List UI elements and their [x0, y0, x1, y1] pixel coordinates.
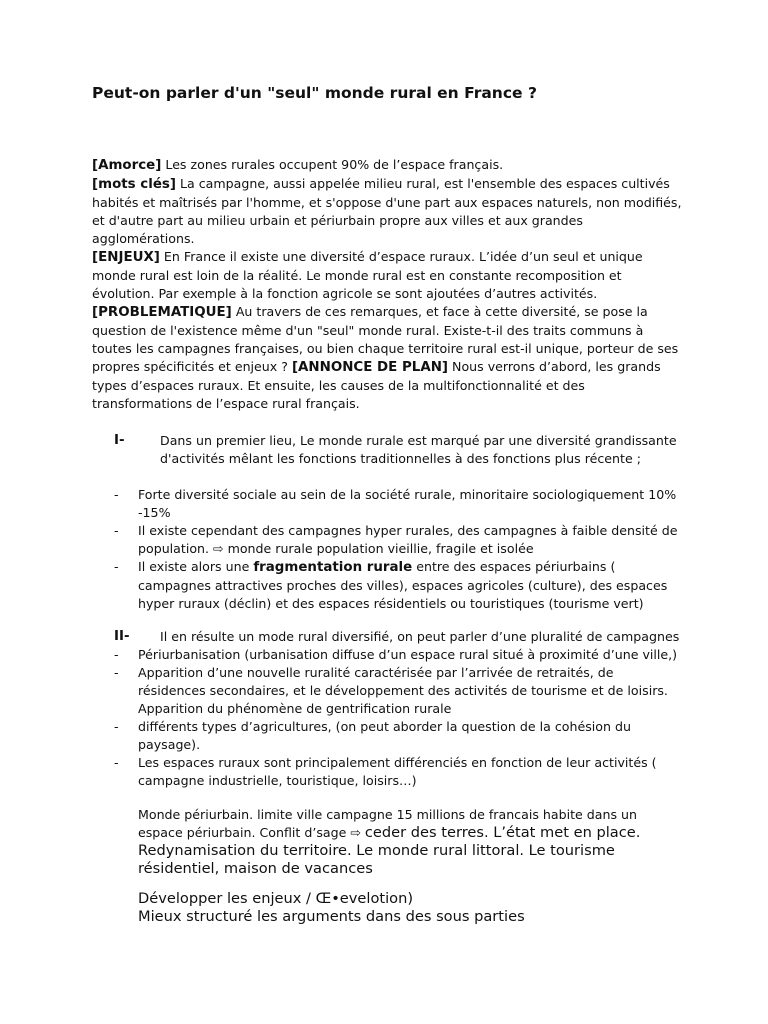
- notes-line-1: Monde périurbain. limite ville campagne 15 millions de francais habite dans un espace périurbain. Conflit d’sage ⇨: [138, 807, 637, 840]
- amorce-tag: [Amorce]: [92, 158, 162, 173]
- notes-block: [138, 806, 678, 878]
- problematique-paragraph: [92, 303, 682, 413]
- section-2-item-1: Périurbanisation (urbanisation diffuse d’un espace rural situé à proximité d’une ville,): [138, 647, 678, 662]
- amorce-text: Les zones rurales occupent 90% de l’espace français.: [161, 157, 504, 172]
- document-title: Peut-on parler d'un "seul" monde rural en France ?: [92, 84, 537, 102]
- enjeux-text: En France il existe une diversité d’espace ruraux. L’idée d’un seul et unique monde rural est loin de la réalité. Le monde rural est en constante recomposition et évolution. Par exemple à la fonction agricole se sont ajoutées d’autres activités.: [92, 249, 643, 301]
- introduction: [92, 156, 682, 413]
- bullet-dash: -: [114, 719, 119, 734]
- section-1-item-3-pre: Il existe alors une: [138, 559, 254, 574]
- list-item: [114, 646, 684, 664]
- list-item: [114, 486, 684, 522]
- mots-cles-paragraph: [92, 175, 682, 248]
- notes-line-1-large: ceder des terres. L’état met en place. Redynamisation du territoire. Le monde rural littoral. Le tourisme résidentiel, maison de vacances: [138, 824, 641, 877]
- section-2-item-4: Les espaces ruraux sont principalement différenciés en fonction de leur activités ( campagne industrielle, touristique, loisirs…): [138, 755, 657, 788]
- feedback-line-1: Développer les enjeux / Œ•evelotion): [138, 890, 414, 907]
- notes-paragraph: [138, 806, 678, 878]
- bullet-dash: -: [114, 559, 119, 574]
- mots-cles-tag: [mots clés]: [92, 177, 177, 192]
- annonce-plan-tag: [ANNONCE DE PLAN]: [291, 360, 449, 375]
- feedback-block: [138, 890, 678, 925]
- bullet-dash: -: [114, 647, 119, 662]
- problematique-text: Au travers de ces remarques, et face à cette diversité, se pose la question de l'existence même d'un "seul" monde rural. Existe-t-il des traits communs à toutes les campagnes françaises, ou bien chaque territoire rural est-il unique, porteur de ses propres spécificités et enjeux ?: [92, 304, 679, 374]
- section-1-item-1: Forte diversité sociale au sein de la société rurale, minoritaire sociologiquement 10% -15%: [138, 487, 677, 520]
- section-2-list: [114, 646, 684, 790]
- list-item: [114, 754, 684, 790]
- problematique-tag: [PROBLEMATIQUE]: [92, 305, 232, 320]
- section-2-number: II-: [114, 629, 130, 644]
- section-1-item-3-post: entre des espaces périurbains ( campagnes attractives proches des villes), espaces agricoles (culture), des espaces hyper ruraux (déclin) et des espaces résidentiels ou touristiques (tourisme vert): [138, 559, 668, 611]
- fragmentation-rurale-term: fragmentation rurale: [253, 560, 413, 575]
- bullet-dash: -: [114, 523, 119, 538]
- section-1-number: I-: [114, 433, 125, 448]
- bullet-dash: -: [114, 487, 119, 502]
- bullet-dash: -: [114, 665, 119, 680]
- amorce-paragraph: [92, 156, 682, 175]
- section-1-text: Dans un premier lieu, Le monde rurale est marqué par une diversité grandissante d'activités mêlant les fonctions traditionnelles à des fonctions plus récente ;: [160, 433, 677, 466]
- section-1-list: [114, 486, 684, 613]
- enjeux-paragraph: [92, 248, 682, 303]
- list-item: [114, 664, 684, 718]
- section-2-item-3: différents types d’agricultures, (on peut aborder la question de la cohésion du paysage).: [138, 719, 631, 752]
- enjeux-tag: [ENJEUX]: [92, 250, 160, 265]
- list-item: [114, 718, 684, 754]
- section-2-item-2: Apparition d’une nouvelle ruralité caractérisée par l’arrivée de retraités, de résidences secondaires, et le développement des activités de tourisme et de loisirs. Apparition du phénomène de gentrification rurale: [138, 665, 668, 716]
- annonce-plan-text: Nous verrons d’abord, les grands types d’espaces ruraux. Et ensuite, les causes de la multifonctionnalité et des transformations de l’espace rural français.: [92, 359, 661, 411]
- section-1-item-2: Il existe cependant des campagnes hyper rurales, des campagnes à faible densité de population. ⇨ monde rurale population vieillie, fragile et isolée: [138, 523, 678, 556]
- list-item: [114, 558, 684, 613]
- section-2-text: Il en résulte un mode rural diversifié, on peut parler d’une pluralité de campagnes: [160, 629, 680, 644]
- section-1-heading: [114, 432, 694, 468]
- mots-cles-text: La campagne, aussi appelée milieu rural, est l'ensemble des espaces cultivés habités et maîtrisés par l'homme, et s'oppose d'une part aux espaces naturels, non modifiés, et d'autre part au milieu urbain et périurbain propre aux villes et aux grandes agglomérations.: [92, 176, 682, 246]
- section-2-heading: [114, 628, 694, 646]
- list-item: [114, 522, 684, 558]
- feedback-line-2: Mieux structuré les arguments dans des sous parties: [138, 907, 525, 925]
- bullet-dash: -: [114, 755, 119, 770]
